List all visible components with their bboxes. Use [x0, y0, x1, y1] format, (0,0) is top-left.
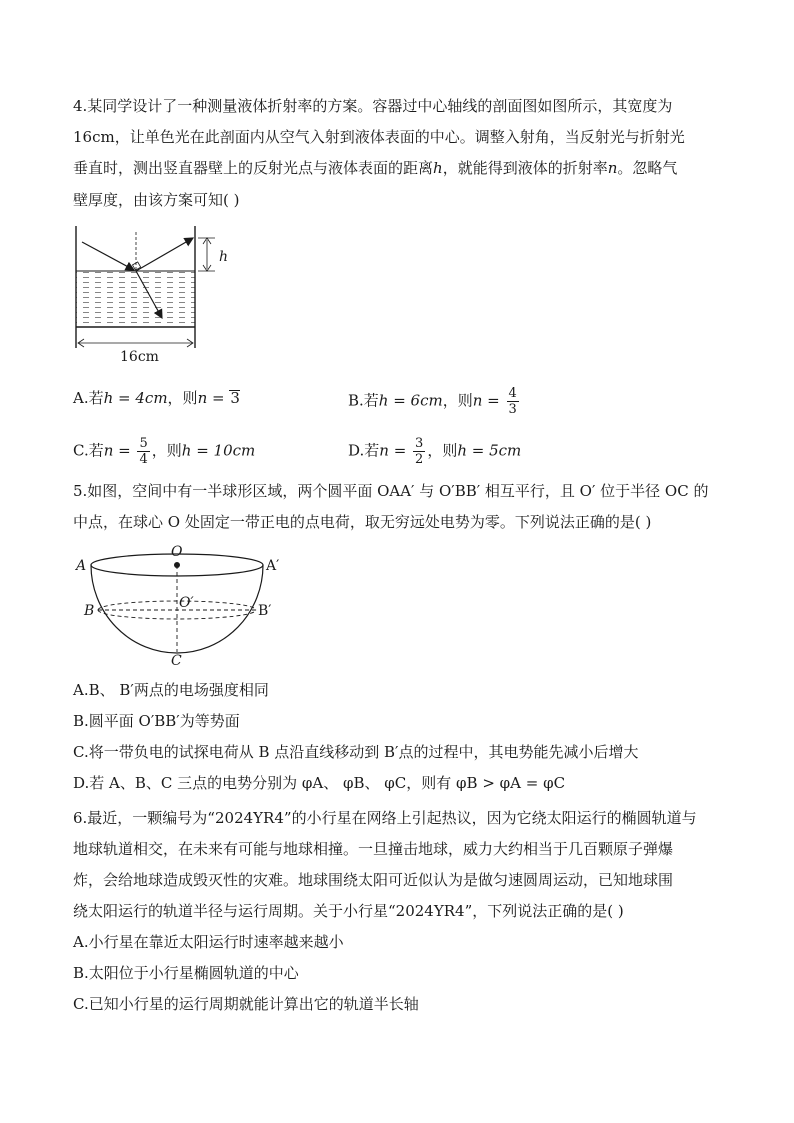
- q4-option-a: A.若h = 4cm，则n = 3: [73, 389, 240, 407]
- q5-option-a: A.B、 B′两点的电场强度相同: [73, 681, 269, 699]
- q6-text-line-1: 6.最近，一颗编号为“2024YR4”的小行星在网络上引起热议，因为它绕太阳运行的椭圆轨道与: [73, 809, 697, 827]
- fig-label-B: B: [84, 603, 95, 619]
- q6-text-line-2: 地球轨道相交，在未来有可能与地球相撞。一旦撞击地球，威力大约相当于几百颗原子弹爆: [73, 840, 674, 858]
- q5-text-line-1: 5.如图，空间中有一半球形区域，两个圆平面 OAA′ 与 O′BB′ 相互平行，且 O′ 位于半径 OC 的: [73, 482, 709, 500]
- q4-container-figure: [70, 220, 250, 365]
- liquid-region: [76, 271, 195, 327]
- fig-label-C: C: [171, 653, 182, 669]
- fig-label-h: h: [219, 249, 229, 265]
- q6-text-line-3: 炸，会给地球造成毁灭性的灾难。地球围绕太阳可近似认为是做匀速圆周运动，已知地球围: [73, 871, 674, 889]
- fig-label-O: O: [171, 544, 183, 560]
- fig-label-A-prime: A′: [266, 558, 280, 574]
- q5-option-d: D.若 A、B、C 三点的电势分别为 φA、 φB、 φC，则有 φB > φA = φC: [73, 774, 566, 792]
- q4-text-line-4: 壁厚度，由该方案可知( ): [73, 191, 240, 209]
- q5-text-line-2: 中点，在球心 O 处固定一带正电的点电荷，取无穷远处电势为零。下列说法正确的是( ): [73, 513, 652, 531]
- q4-text-line-1: 4.某同学设计了一种测量液体折射率的方案。容器过中心轴线的剖面图如图所示，其宽度为: [73, 97, 673, 115]
- h-dimension: [198, 238, 228, 271]
- q4-text-line-2: 16cm，让单色光在此剖面内从空气入射到液体表面的中心。调整入射角，当反射光与折射光: [73, 128, 685, 146]
- width-dimension: [78, 339, 193, 365]
- q6-option-a: A.小行星在靠近太阳运行时速率越来越小: [73, 933, 344, 951]
- incident-ray: [82, 242, 134, 270]
- q4-option-c: C.若n = $\frac{5}{4}$ ，则h = 10cm: [73, 436, 256, 467]
- q5-option-b: B.圆平面 O′BB′为等势面: [73, 712, 240, 730]
- fig-label-B-prime: B′: [258, 603, 272, 619]
- point-charge-dot: [174, 562, 180, 568]
- fig-label-O-prime: O′: [179, 595, 194, 611]
- reflected-ray: [136, 238, 193, 271]
- fig-label-A: A: [76, 558, 87, 574]
- q5-option-c: C.将一带负电的试探电荷从 B 点沿直线移动到 B′点的过程中，其电势能先减小后增大: [73, 743, 639, 761]
- q6-option-c: C.已知小行星的运行周期就能计算出它的轨道半长轴: [73, 995, 419, 1013]
- q5-hemisphere-figure: [70, 540, 300, 670]
- q4-option-b: B.若h = 6cm，则n = $\frac{4}{3}$: [348, 386, 517, 417]
- q6-text-line-4: 绕太阳运行的轨道半径与运行周期。关于小行星“2024YR4”，下列说法正确的是( ): [73, 902, 624, 920]
- q4-option-d: D.若n = $\frac{3}{2}$ ，则h = 5cm: [348, 436, 522, 467]
- q6-option-b: B.太阳位于小行星椭圆轨道的中心: [73, 964, 299, 982]
- fig-label-width: 16cm: [120, 349, 159, 365]
- q4-text-line-3: 垂直时，测出竖直器壁上的反射光点与液体表面的距离h，就能得到液体的折射率n。忽略气: [73, 159, 678, 177]
